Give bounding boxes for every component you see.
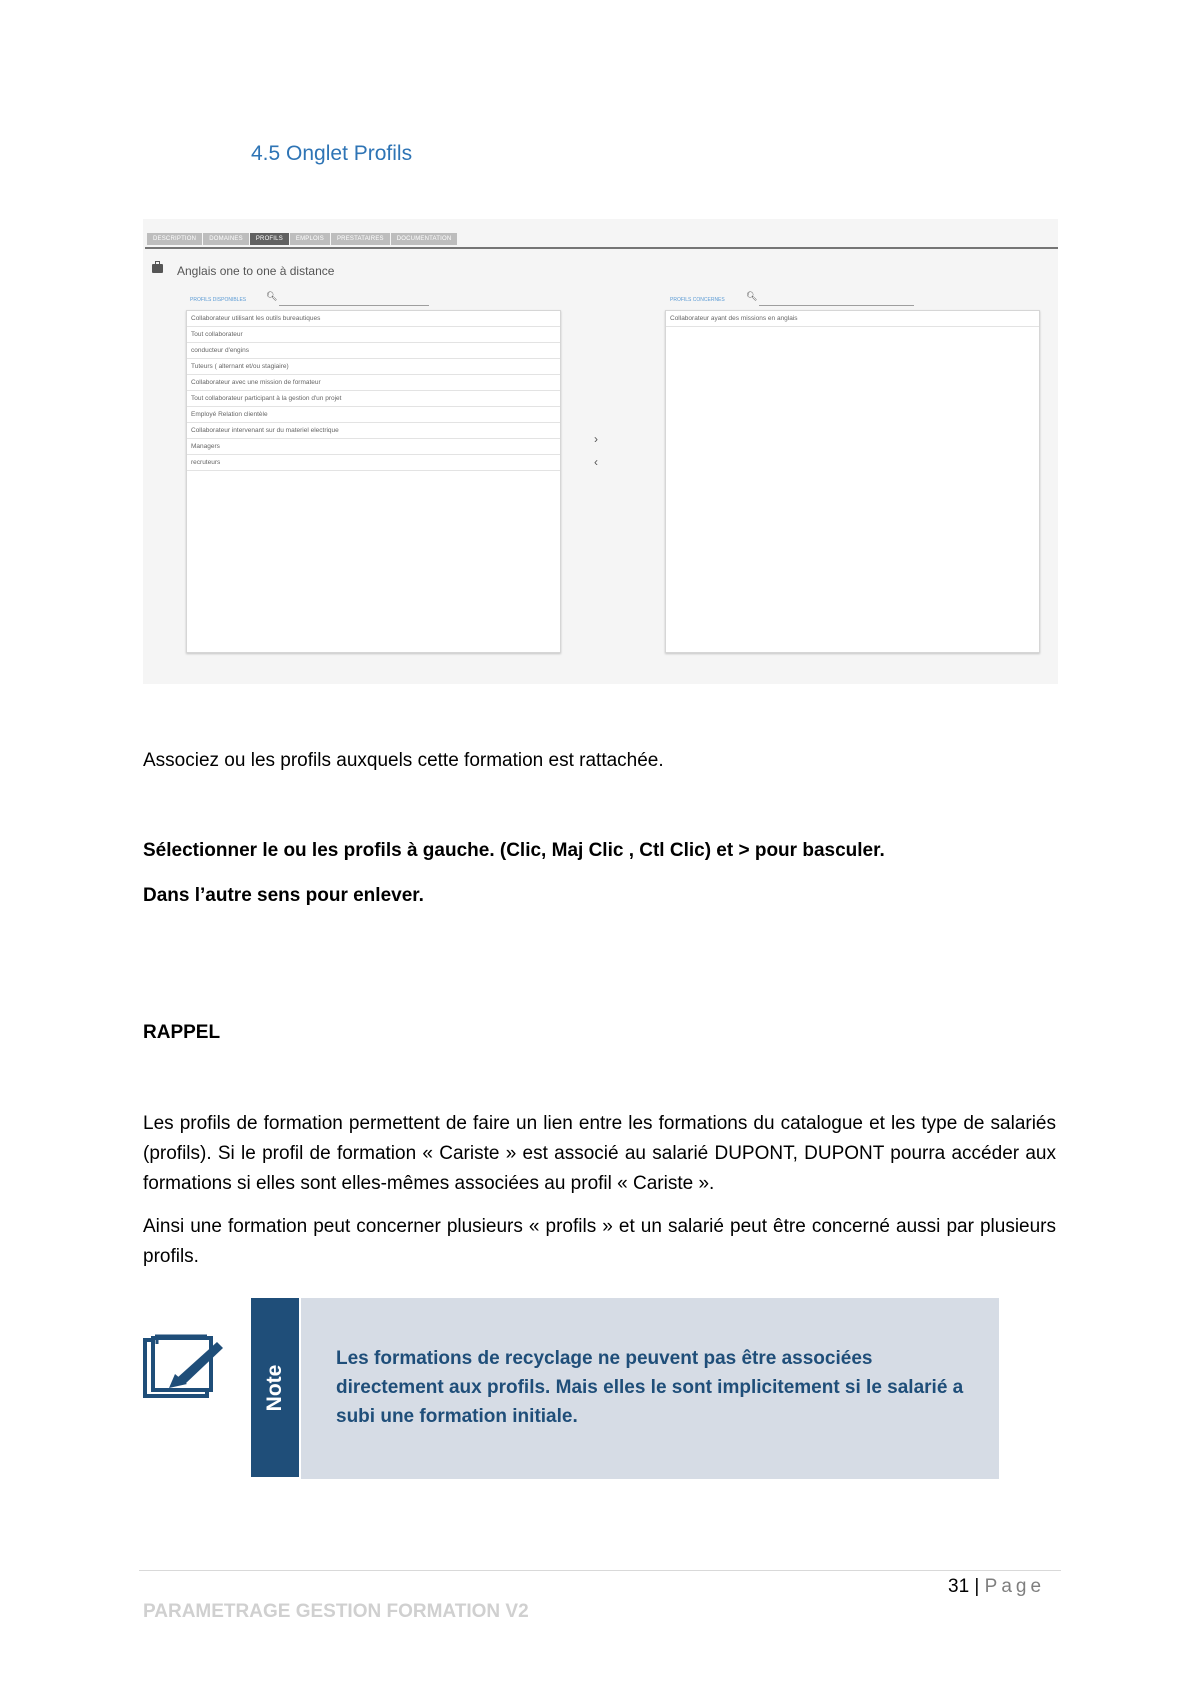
list-item[interactable]: Tout collaborateur [187, 327, 560, 343]
available-search-input[interactable] [279, 305, 429, 306]
page-separator: | [974, 1576, 980, 1597]
tab-description[interactable]: DESCRIPTION [147, 233, 202, 245]
selected-profiles-list[interactable] [665, 310, 1040, 653]
list-item[interactable]: Collaborateur intervenant sur du materiel electrique [187, 423, 560, 439]
intro-paragraph: Associez ou les profils auxquels cette formation est rattachée. [143, 750, 664, 771]
search-icon[interactable]: 🔍︎ [746, 291, 758, 301]
list-item[interactable]: recruteurs [187, 455, 560, 471]
page-number-block [948, 1576, 1045, 1598]
footer-divider [139, 1570, 1061, 1571]
rappel-heading: RAPPEL [143, 1022, 221, 1043]
tab-bar [147, 233, 458, 245]
list-item[interactable]: Collaborateur ayant des missions en anglais [666, 311, 1039, 327]
note-label: Note [263, 1364, 286, 1411]
tab-emplois[interactable]: EMPLOIS [290, 233, 330, 245]
selected-search-input[interactable] [759, 305, 914, 306]
list-item[interactable]: Collaborateur utilisant les outils bureautiques [187, 311, 560, 327]
tab-underline [145, 247, 1058, 249]
training-title: Anglais one to one à distance [177, 264, 335, 278]
available-profiles-list[interactable] [186, 310, 561, 653]
move-right-button[interactable]: › [594, 432, 598, 446]
rappel-paragraph-2: Ainsi une formation peut concerner plusieurs « profils » et un salarié peut être concerné aussi par plusieurs profils. [143, 1216, 1056, 1267]
available-profiles-label: PROFILS DISPONIBLES [190, 297, 247, 303]
section-heading: 4.5 Onglet Profils [251, 142, 413, 165]
list-item[interactable]: Collaborateur avec une mission de formateur [187, 375, 560, 391]
rappel-paragraph-1: Les profils de formation permettent de faire un lien entre les formations du catalogue et les type de salariés (profils). Si le profil de formation « Cariste » est associé au salarié DUPONT, DUPONT pourra accéder aux formations si elles sont elles-mêmes associées au profil « Cariste ». [143, 1113, 1056, 1194]
page-word: Page [984, 1576, 1046, 1597]
move-left-button[interactable]: ‹ [594, 455, 598, 469]
profiles-screenshot [143, 219, 1058, 684]
tab-profils[interactable]: PROFILS [250, 233, 289, 245]
note-edit-icon [141, 1334, 227, 1400]
list-item[interactable]: Employé Relation clientèle [187, 407, 560, 423]
page-number: 31 [948, 1576, 970, 1597]
selected-profiles-label: PROFILS CONCERNES [670, 297, 725, 303]
note-label-bar [251, 1298, 299, 1477]
instruction-paragraph: Sélectionner le ou les profils à gauche. (Clic, Maj Clic , Ctl Clic) et > pour basculer. [143, 840, 885, 861]
document-title: PARAMETRAGE GESTION FORMATION V2 [143, 1601, 529, 1622]
briefcase-icon [152, 264, 163, 273]
note-text: Les formations de recyclage ne peuvent pas être associées directement aux profils. Mais elles le sont implicitement si le salarié a subi une formation initiale. [336, 1348, 964, 1427]
list-item[interactable]: conducteur d'engins [187, 343, 560, 359]
tab-documentation[interactable]: DOCUMENTATION [391, 233, 458, 245]
remove-paragraph: Dans l’autre sens pour enlever. [143, 885, 424, 906]
list-item[interactable]: Tuteurs ( alternant et/ou stagiaire) [187, 359, 560, 375]
list-item[interactable]: Tout collaborateur participant à la gestion d'un projet [187, 391, 560, 407]
note-box [301, 1298, 999, 1479]
tab-prestataires[interactable]: PRESTATAIRES [331, 233, 390, 245]
tab-domaines[interactable]: DOMAINES [203, 233, 249, 245]
search-icon[interactable]: 🔍︎ [266, 291, 278, 301]
list-item[interactable]: Managers [187, 439, 560, 455]
